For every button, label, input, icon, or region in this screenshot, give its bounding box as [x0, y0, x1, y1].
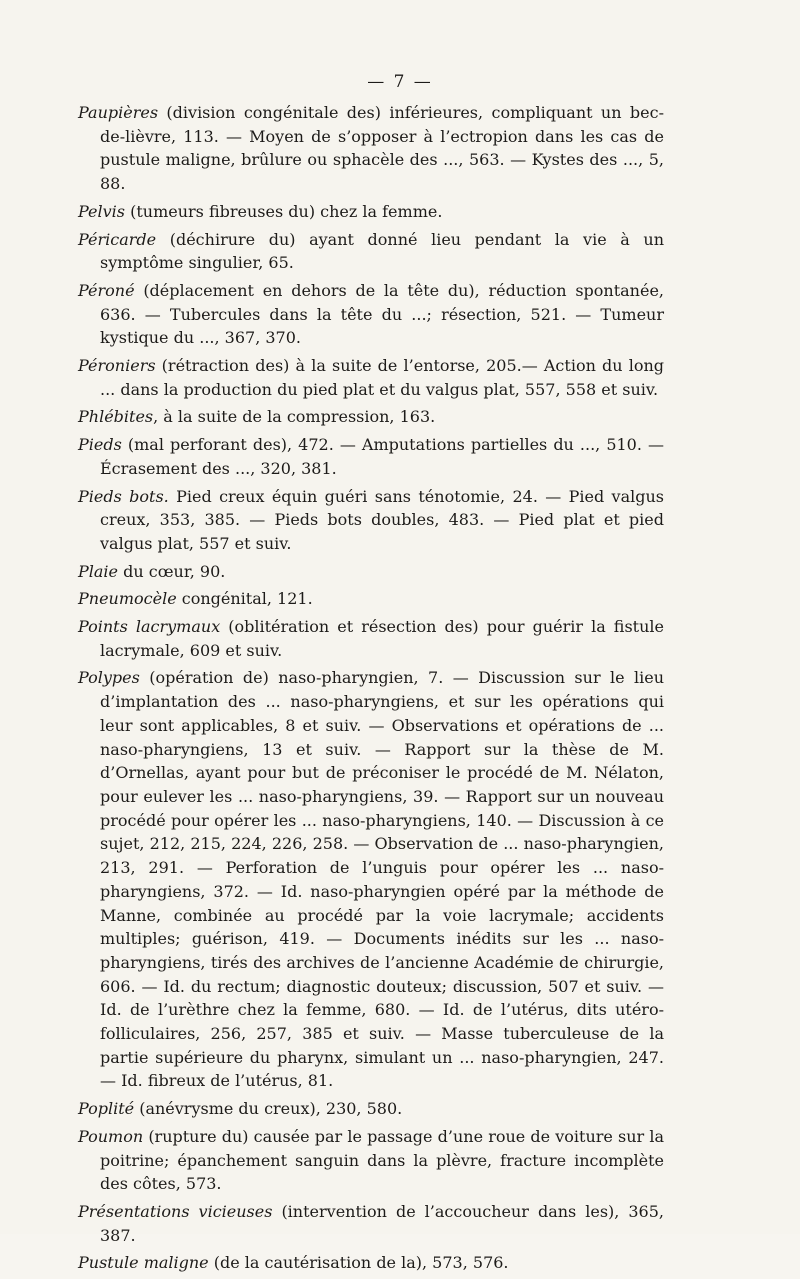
- page-number: — 7 —: [367, 72, 433, 92]
- entry-term: Pneumocèle: [78, 589, 177, 609]
- entry-term: Pelvis: [78, 201, 125, 221]
- entry-term: Poplité: [78, 1099, 135, 1119]
- index-entry-poumon: [78, 1125, 664, 1196]
- entry-text: (mal perforant des), 472. — Amputations partielles du ..., 510. — Écrasement des ..., 320, 381.: [100, 435, 664, 478]
- entry-text: (tumeurs fibreuses du) chez la femme.: [125, 201, 443, 221]
- entry-text: (rétraction des) à la suite de l’entorse, 205.— Action du long ... dans la production du pied plat et du valgus plat, 557, 558 et suiv.: [100, 356, 664, 399]
- index-entry-presentations-vicieuses: [78, 1200, 664, 1247]
- entry-term: Péricarde: [78, 229, 157, 249]
- entry-term: Pustule maligne: [78, 1253, 209, 1273]
- entry-text: congénital, 121.: [176, 589, 313, 609]
- entry-term: Plaie: [78, 561, 119, 581]
- entry-term: Pieds bots.: [78, 486, 169, 506]
- entry-text: Pied creux équin guéri sans ténotomie, 24. — Pied valgus creux, 353, 385. — Pieds bots doubles, 483. — Pied plat et pied valgus plat, 557 et suiv.: [100, 486, 664, 553]
- index-entry-polypes: [78, 666, 664, 1093]
- index-entries: [78, 101, 664, 1279]
- entry-text: du cœur, 90.: [118, 561, 226, 581]
- entry-text: (déplacement en dehors de la tête du), réduction spontanée, 636. — Tubercules dans la tête du ...; résection, 521. — Tumeur kystique du ..., 367, 370.: [100, 280, 664, 348]
- entry-term: Poumon: [78, 1126, 144, 1146]
- index-entry-pneumocele: [78, 587, 664, 611]
- index-entry-peroniers: [78, 354, 664, 401]
- index-entry-pustule-maligne: [78, 1251, 664, 1275]
- index-entry-pieds-bots: [78, 485, 664, 556]
- entry-term: Points lacrymaux: [78, 617, 221, 637]
- entry-term: Présentations vicieuses: [78, 1201, 273, 1221]
- index-entry-points-lacrymaux: [78, 615, 664, 662]
- index-entry-poplite: [78, 1097, 664, 1121]
- entry-text: (rupture du) causée par le passage d’une roue de voiture sur la poitrine; épanchement sanguin dans la plèvre, fracture incomplète des côtes, 573.: [100, 1126, 664, 1194]
- entry-text: (oblitération et résection des) pour guérir la fistule lacrymale, 609 et suiv.: [100, 617, 664, 660]
- entry-text: (division congénitale des) inférieures, compliquant un bec-de-lièvre, 113. — Moyen de s’opposer à l’ectropion dans les cas de pustule maligne, brûlure ou sphacèle des ..., 563. — Kystes des ..., 5, 88.: [100, 103, 664, 194]
- entry-term: Polypes: [78, 668, 140, 688]
- entry-text: (de la cautérisation de la), 573, 576.: [208, 1253, 509, 1273]
- entry-text: (anévrysme du creux), 230, 580.: [134, 1099, 403, 1119]
- index-entry-plaie: [78, 560, 664, 584]
- index-entry-pelvis: [78, 200, 664, 224]
- entry-term: Pieds: [78, 435, 122, 455]
- index-entry-phlebites: [78, 405, 664, 429]
- index-entry-paupieres: [78, 101, 664, 196]
- entry-term: Paupières: [78, 103, 159, 122]
- entry-text: (intervention de l’accoucheur dans les), 365, 387.: [100, 1201, 664, 1245]
- entry-term: Phlébites: [78, 407, 154, 427]
- index-entry-pieds: [78, 433, 664, 480]
- index-entry-pericarde: [78, 228, 664, 275]
- entry-term: Péroné: [78, 280, 135, 300]
- entry-text: , à la suite de la compression, 163.: [153, 407, 436, 427]
- entry-term: Péroniers: [78, 356, 156, 376]
- entry-text: (opération de) naso-pharyngien, 7. — Discussion sur le lieu d’implantation des ... naso-pharyngiens, et sur les opérations qui leur sont applicables, 8 et suiv. — Observations et opérations de ... naso-pharyngiens, 13 et suiv. — Rapport sur la thèse de M. d’Ornellas, ayant pour but de préconiser le procédé de M. Nélaton, pour eulever les ... naso-pharyngiens, 39. — Rapport sur un nouveau procédé pour opérer les ... naso-pharyngiens, 140. — Discussion à ce sujet, 212, 215, 224, 226, 258. — Observation de ... naso-pharyngien, 213, 291. — Perforation de l’unguis pour opérer les ... naso-pharyngiens, 372. — Id. naso-pharyngien opéré par la méthode de Manne, combinée au procédé par la voie lacrymale; accidents multiples; guérison, 419. — Documents inédits sur les ... naso-pharyngiens, tirés des archives de l’ancienne Académie de chirurgie, 606. — Id. du rectum; diagnostic douteux; discussion, 507 et suiv. — Id. de l’urèthre chez la femme, 680. — Id. de l’utérus, dits utéro-folliculaires, 256, 257, 385 et suiv. — Masse tuberculeuse de la partie supérieure du pharynx, simulant un ... naso-pharyngien, 247. — Id. fibreux de l’utérus, 81.: [100, 668, 664, 1091]
- index-entry-perone: [78, 279, 664, 350]
- entry-text: (déchirure du) ayant donné lieu pendant la vie à un symptôme singulier, 65.: [100, 229, 664, 273]
